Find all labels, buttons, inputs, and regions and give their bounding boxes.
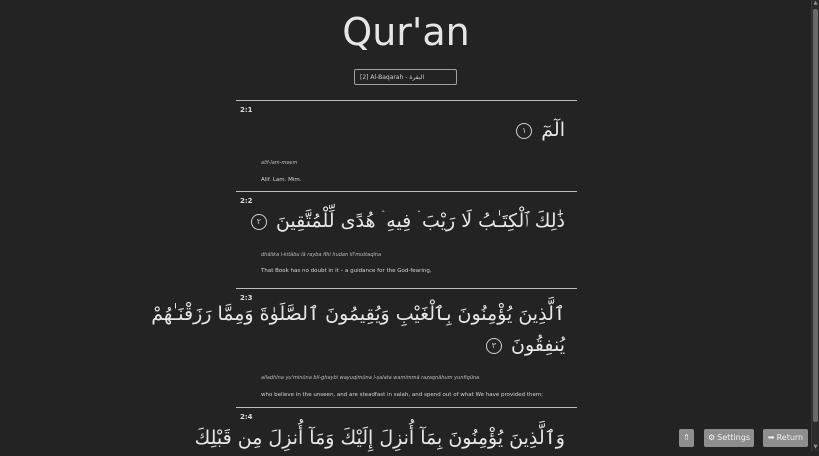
verse-transliteration: dhālika l-kitābu lā rayba fīhi hudan lil'muttaqīna — [261, 252, 382, 258]
verse-2-3 — [151, 288, 577, 407]
return-button[interactable] — [763, 429, 808, 447]
verse-arabic-text: يُنفِقُونَ — [510, 334, 565, 356]
verse-2-4 — [194, 407, 577, 452]
verse-number: 2:4 — [240, 413, 253, 421]
double-chevron-up-icon: ⇑ — [683, 433, 690, 442]
verse-arabic-text: وَٱلَّذِينَ يُؤْمِنُونَ بِمَآ أُنزِلَ إِلَيْكَ وَمَآ أُنزِلَ مِن قَبْلِكَ — [194, 427, 565, 449]
settings-button[interactable] — [704, 429, 754, 447]
verse-translation: Alif. Lam. Mim. — [261, 177, 302, 183]
verse-arabic-text: ٱلَّذِينَ يُؤْمِنُونَ بِٱلْغَيْبِ وَيُقِيمُونَ ٱلصَّلَوٰةَ وَمِمَّا رَزَقْنَـٰهُمْ — [151, 303, 565, 325]
verse-transliteration: alladhīna yu'minūna bil-ghaybi wayuqīmūna l-ṣalata wamimmā razaqnāhum yunfiqūna — [261, 375, 480, 381]
verse-2-1 — [236, 100, 577, 191]
page-title: Qur'an — [342, 10, 470, 54]
scrollbar[interactable] — [811, 0, 819, 451]
ayah-marker-icon: ٢ — [251, 214, 267, 230]
scroll-up-icon[interactable]: ▲ — [813, 0, 818, 6]
settings-label: Settings — [717, 433, 750, 442]
verse-number: 2:1 — [240, 106, 253, 114]
return-label: Return — [776, 433, 804, 442]
verse-translation: who believe in the unseen, and are steadfast in salah, and spend out of what We have provided them; — [261, 392, 544, 398]
scroll-down-icon[interactable]: ▼ — [813, 444, 818, 450]
verse-translation: That Book has no doubt in it – a guidance for the God-fearing, — [261, 268, 432, 274]
verse-arabic — [516, 112, 565, 148]
verse-arabic-text: ذَٰلِكَ ٱلْكِتَـٰبُ لَا رَيْبَ ۛ فِيهِ ۛ هُدًى لِّلْمُتَّقِينَ — [275, 210, 565, 232]
verse-arabic-line-2 — [486, 327, 565, 363]
verse-transliteration: alif-lam-meem — [261, 160, 298, 166]
verse-arabic-text: الٓمٓ — [541, 119, 565, 141]
verse-2-2 — [236, 191, 577, 289]
verse-number: 2:2 — [240, 197, 253, 205]
surah-select[interactable]: [2] Al-Baqarah - البقرة — [354, 69, 457, 85]
gear-icon: ⚙ — [708, 433, 716, 442]
ayah-marker-icon: ٣ — [486, 338, 502, 354]
scroll-top-button[interactable] — [679, 429, 694, 447]
verse-arabic — [251, 203, 565, 239]
ayah-marker-icon: ١ — [516, 123, 532, 139]
scroll-thumb[interactable] — [813, 9, 818, 422]
arrow-circle-right-icon: ➡ — [767, 433, 775, 442]
verse-number: 2:3 — [240, 294, 253, 302]
